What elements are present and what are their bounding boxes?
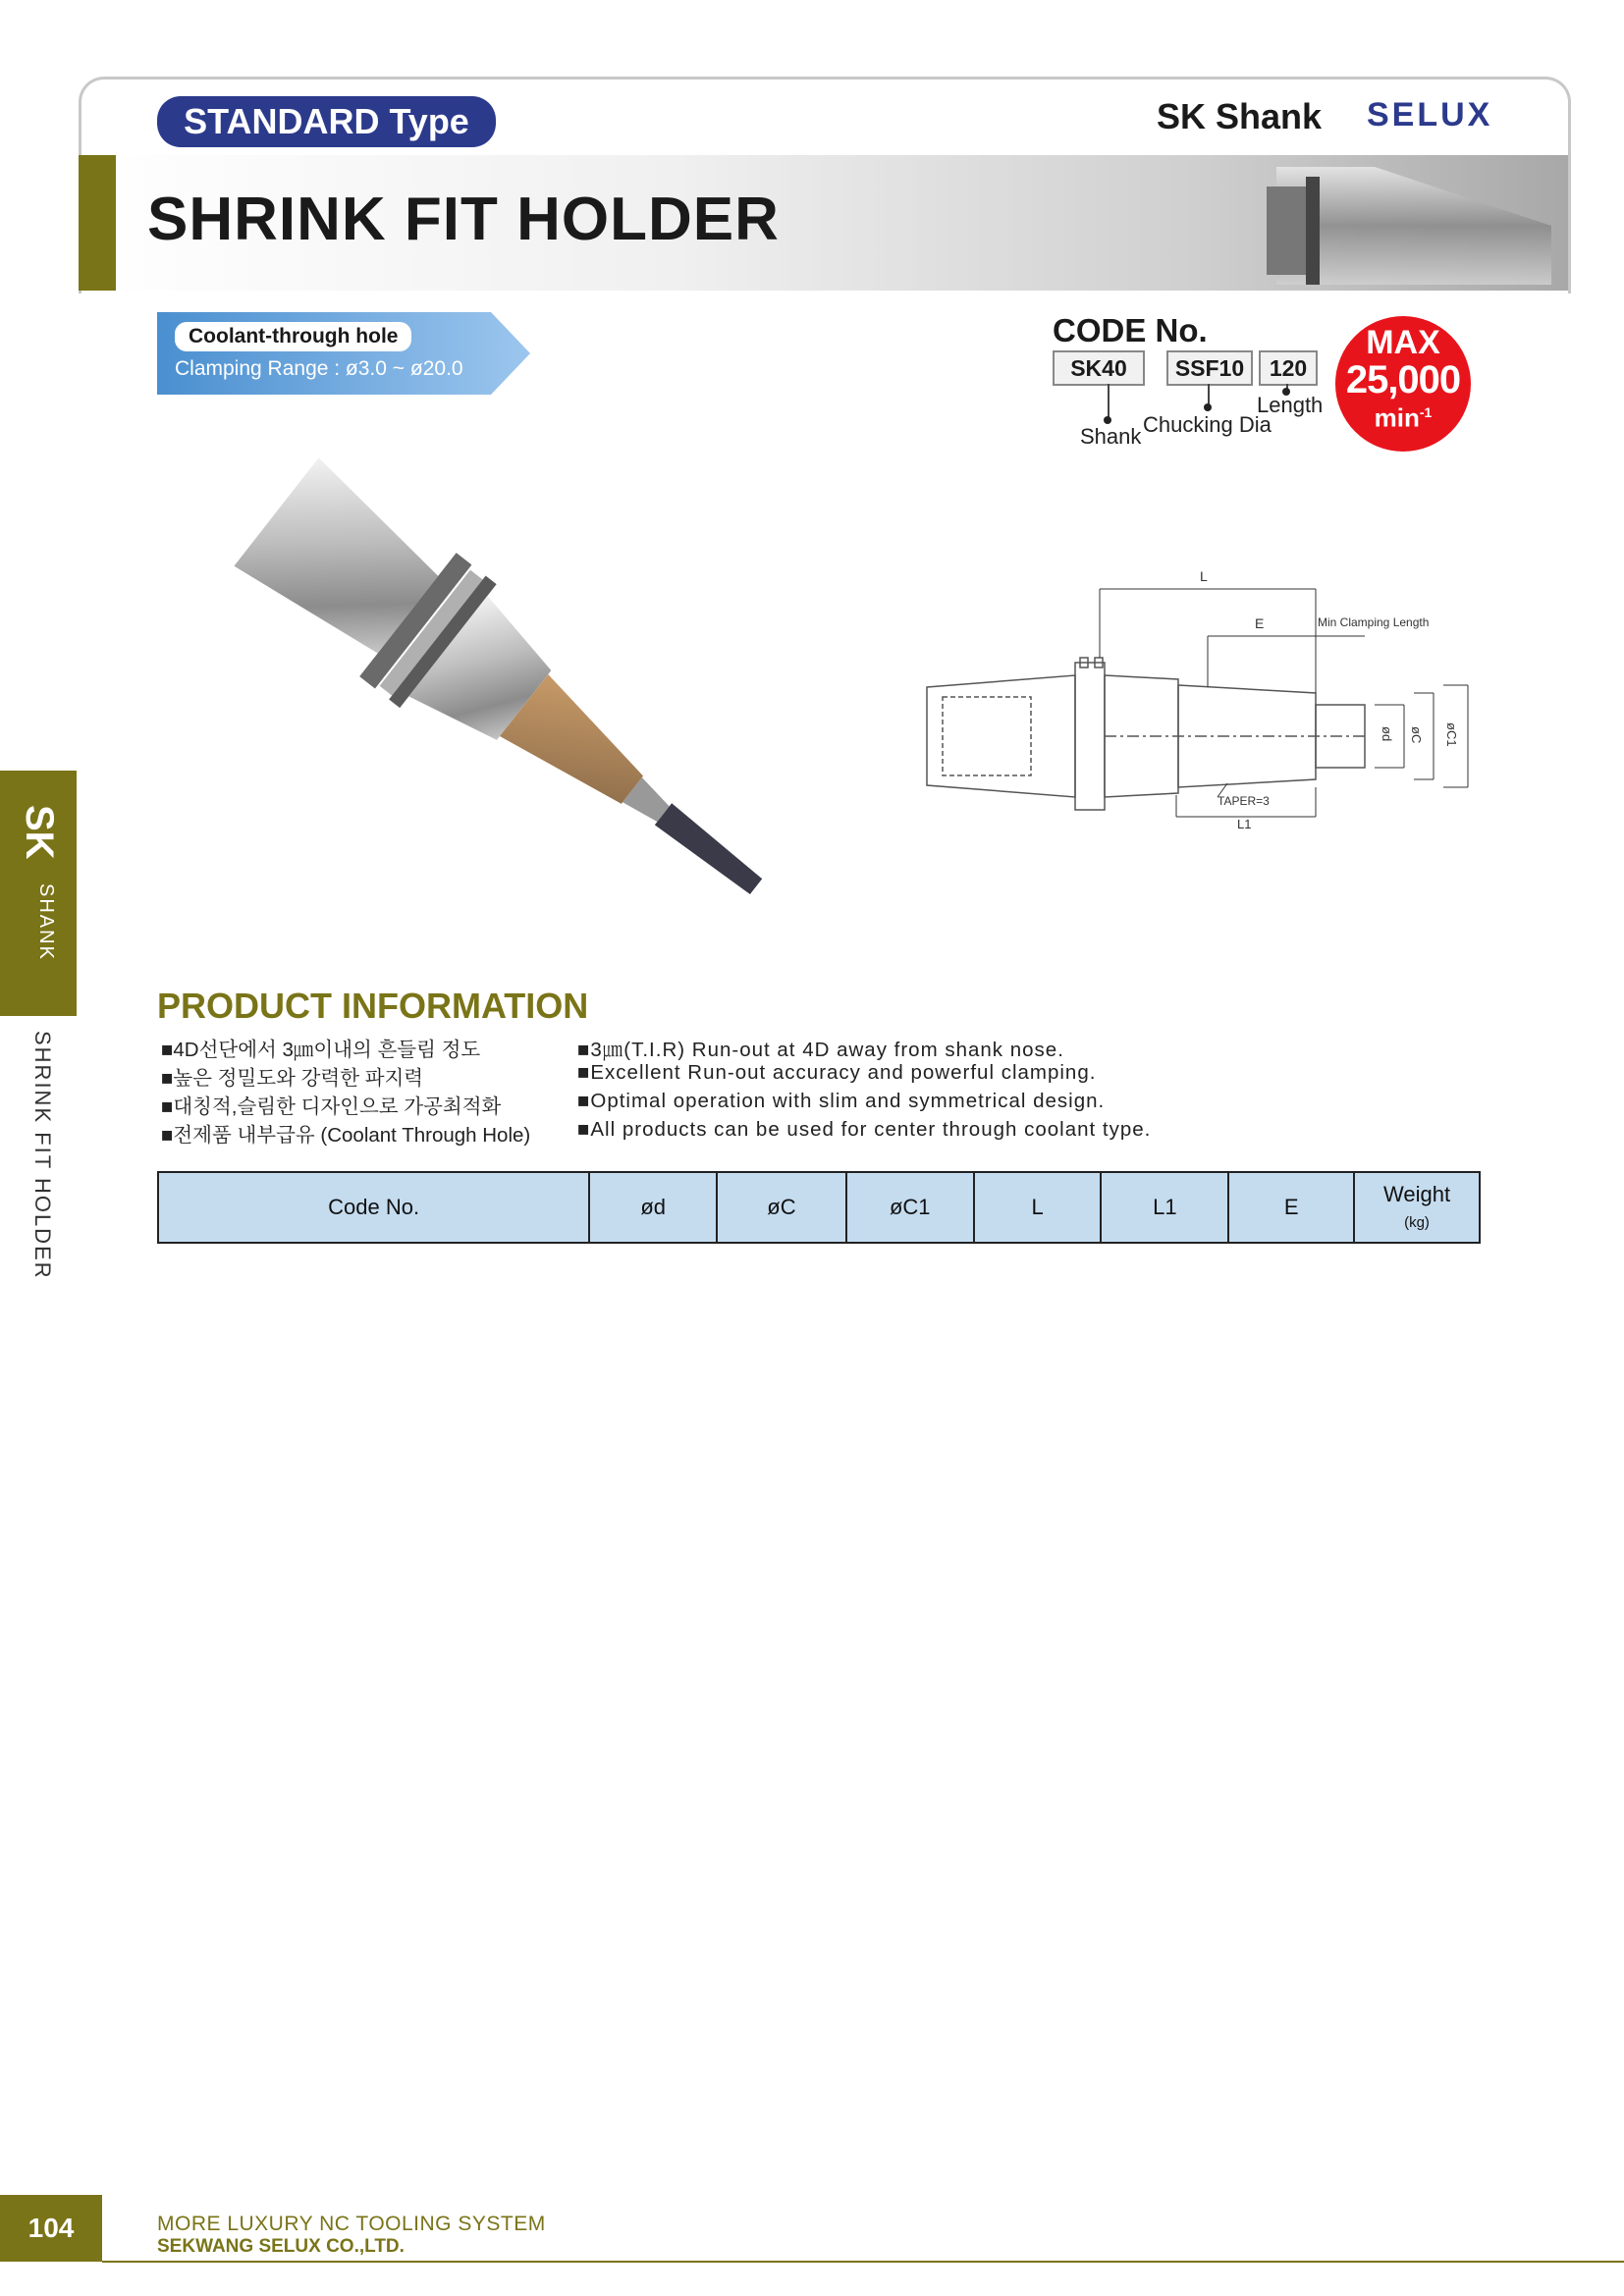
pi-en-4: ■All products can be used for center through coolant type. xyxy=(577,1118,1152,1141)
code-label-chucking: Chucking Dia xyxy=(1143,412,1272,437)
header-weight xyxy=(1354,1172,1480,1243)
max-unit: min xyxy=(1374,402,1420,433)
code-part-length: 120 xyxy=(1259,350,1318,386)
header-weight-label: Weight xyxy=(1382,1182,1451,1206)
side-tab-holder: SHRINK FIT HOLDER xyxy=(30,1031,55,1280)
header-accent-bar xyxy=(79,155,116,291)
brand-logo: SELUX xyxy=(1367,96,1493,133)
pi-en-1: ■3㎛(T.I.R) Run-out at 4D away from shank nose. xyxy=(577,1039,1064,1061)
category-title: SK Shank xyxy=(1157,96,1323,136)
footer-slogan: MORE LUXURY NC TOOLING SYSTEM xyxy=(157,2213,546,2235)
header-c1: øC1 xyxy=(846,1172,974,1243)
header-holder-image xyxy=(1257,157,1551,291)
header-e: E xyxy=(1228,1172,1354,1243)
code-part-chucking: SSF10 xyxy=(1166,350,1253,386)
dim-d: ød xyxy=(1380,726,1394,742)
footer-rule xyxy=(102,2261,1624,2263)
dim-C: øC xyxy=(1409,726,1424,744)
technical-drawing xyxy=(913,560,1492,834)
code-label-shank: Shank xyxy=(1080,424,1142,449)
clamping-range: Clamping Range : ø3.0 ~ ø20.0 xyxy=(175,357,463,380)
spec-table xyxy=(157,1171,1481,1244)
product-info-heading: PRODUCT INFORMATION xyxy=(157,986,589,1026)
product-image xyxy=(157,412,844,962)
page-title: SHRINK FIT HOLDER xyxy=(147,186,780,253)
code-leader-shank xyxy=(1108,384,1110,419)
pi-ko-2: ■높은 정밀도와 강력한 파지력 xyxy=(161,1067,424,1090)
header-weight-unit: (kg) xyxy=(1404,1214,1430,1231)
code-dot-chucking xyxy=(1204,403,1212,411)
max-label: MAX xyxy=(1366,324,1440,361)
footer-company: SEKWANG SELUX CO.,LTD. xyxy=(157,2236,405,2257)
pi-ko-3: ■대칭적,슬림한 디자인으로 가공최적화 xyxy=(161,1095,502,1118)
header-d: ød xyxy=(589,1172,717,1243)
dim-L: L xyxy=(1200,568,1208,584)
header-l: L xyxy=(974,1172,1102,1243)
max-unit-sup: -1 xyxy=(1419,404,1433,420)
code-dot-shank xyxy=(1104,416,1111,424)
code-title: CODE No. xyxy=(1053,312,1208,348)
dim-min-clamp: Min Clamping Length xyxy=(1318,615,1430,629)
side-tab-sk: SK xyxy=(18,805,61,860)
header-code: Code No. xyxy=(158,1172,589,1243)
pi-ko-4: ■전제품 내부급유 (Coolant Through Hole) xyxy=(161,1124,531,1147)
dim-C1: øC1 xyxy=(1444,722,1459,747)
code-part-shank: SK40 xyxy=(1053,350,1145,386)
header-l1: L1 xyxy=(1101,1172,1228,1243)
dim-taper: TAPER=3 xyxy=(1218,794,1270,808)
max-value: 25,000 xyxy=(1345,358,1461,401)
pi-en-3: ■Optimal operation with slim and symmetrical design. xyxy=(577,1090,1106,1112)
page-number: 104 xyxy=(0,2195,102,2262)
coolant-badge: Coolant-through hole xyxy=(175,322,411,351)
pi-ko-1: ■4D선단에서 3㎛이내의 흔들림 정도 xyxy=(161,1039,481,1061)
table-header-row xyxy=(158,1172,1480,1243)
type-badge: STANDARD Type xyxy=(157,96,496,147)
code-label-length: Length xyxy=(1257,393,1324,417)
dim-E: E xyxy=(1255,615,1265,631)
max-speed-badge xyxy=(1335,316,1471,452)
pi-en-2: ■Excellent Run-out accuracy and powerful clamping. xyxy=(577,1061,1097,1084)
header-c: øC xyxy=(717,1172,846,1243)
side-tab-shank: SHANK xyxy=(35,883,57,961)
dim-L1: L1 xyxy=(1237,817,1252,831)
